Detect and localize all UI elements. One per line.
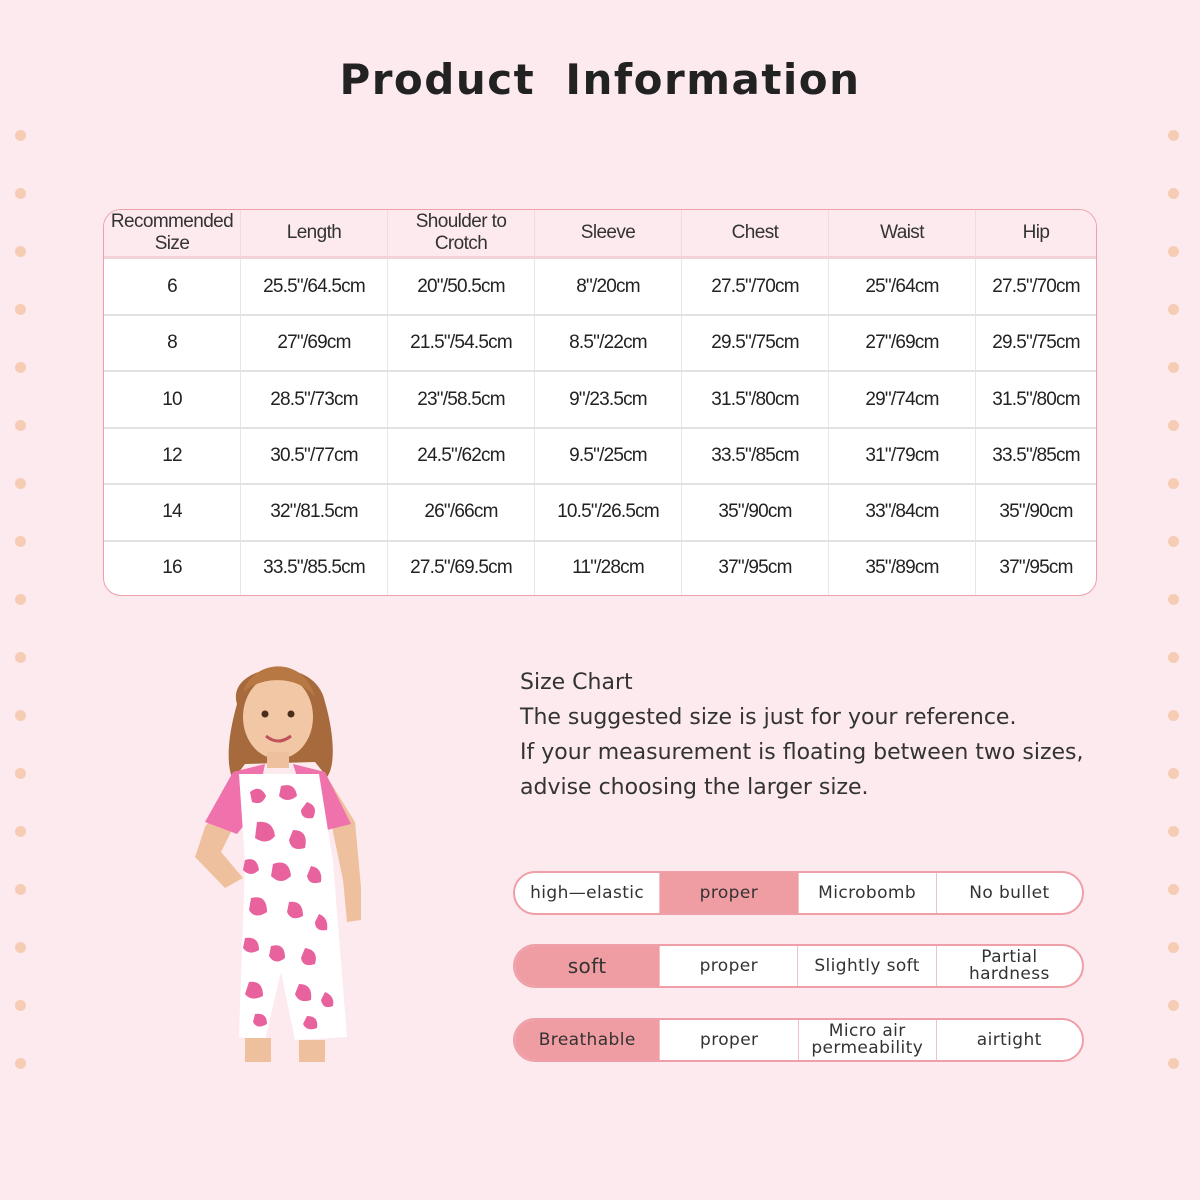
- measurement-cell: 21.5"/54.5cm: [388, 315, 535, 371]
- size-table-row: [104, 428, 1096, 484]
- measurement-cell: 29.5"/75cm: [976, 315, 1097, 371]
- measurement-cell: 32"/81.5cm: [241, 484, 388, 540]
- measurement-cell: 9"/23.5cm: [535, 371, 682, 427]
- measurement-cell: 33.5"/85.5cm: [241, 541, 388, 595]
- column-header: Sleeve: [535, 210, 682, 258]
- size-cell: 6: [104, 258, 241, 316]
- measurement-cell: 23"/58.5cm: [388, 371, 535, 427]
- column-header: Waist: [829, 210, 976, 258]
- measurement-cell: 25.5"/64.5cm: [241, 258, 388, 316]
- size-cell: 12: [104, 428, 241, 484]
- measurement-cell: 33.5"/85cm: [976, 428, 1097, 484]
- size-cell: 8: [104, 315, 241, 371]
- measurement-cell: 27.5"/69.5cm: [388, 541, 535, 595]
- size-table-row: [104, 315, 1096, 371]
- decorative-dots-left: [15, 130, 29, 1116]
- measurement-cell: 33.5"/85cm: [682, 428, 829, 484]
- measurement-cell: 27.5"/70cm: [976, 258, 1097, 316]
- description-line: advise choosing the larger size.: [520, 775, 869, 800]
- rating-option: Slightly soft: [798, 946, 936, 986]
- measurement-cell: 33"/84cm: [829, 484, 976, 540]
- size-cell: 16: [104, 541, 241, 595]
- size-cell: 10: [104, 371, 241, 427]
- size-table-row: [104, 371, 1096, 427]
- page-title: Product Information: [339, 55, 861, 104]
- size-table-row: [104, 258, 1096, 316]
- measurement-cell: 27"/69cm: [241, 315, 388, 371]
- size-table: [103, 209, 1097, 596]
- decorative-dots-right: [1168, 130, 1182, 1116]
- size-cell: 14: [104, 484, 241, 540]
- column-header: Shoulder to Crotch: [388, 210, 535, 258]
- measurement-cell: 29.5"/75cm: [682, 315, 829, 371]
- measurement-cell: 28.5"/73cm: [241, 371, 388, 427]
- rating-option: airtight: [976, 1029, 1042, 1050]
- measurement-cell: 29"/74cm: [829, 371, 976, 427]
- softness-rating: [513, 944, 1084, 988]
- measurement-cell: 26"/66cm: [388, 484, 535, 540]
- elasticity-rating: [513, 871, 1084, 915]
- measurement-cell: 8.5"/22cm: [535, 315, 682, 371]
- measurement-cell: 31.5"/80cm: [682, 371, 829, 427]
- rating-option: high—elastic: [515, 873, 660, 913]
- measurement-cell: 35"/89cm: [829, 541, 976, 595]
- measurement-cell: 24.5"/62cm: [388, 428, 535, 484]
- rating-option: Partial hardness: [968, 947, 1050, 984]
- size-table-row: [104, 541, 1096, 595]
- product-model-image: [165, 652, 375, 1062]
- column-header: Recommended Size: [104, 210, 241, 258]
- measurement-cell: 37"/95cm: [999, 557, 1073, 579]
- rating-option: Breathable: [515, 1020, 660, 1060]
- measurement-cell: 37"/95cm: [682, 541, 829, 595]
- rating-option: soft: [515, 946, 660, 986]
- measurement-cell: 20"/50.5cm: [388, 258, 535, 316]
- rating-option: Microbomb: [799, 873, 937, 913]
- measurement-cell: 27.5"/70cm: [682, 258, 829, 316]
- measurement-cell: 8"/20cm: [535, 258, 682, 316]
- rating-option: Micro air permeability: [799, 1020, 937, 1060]
- rating-option: proper: [660, 1020, 799, 1060]
- size-table-row: [104, 484, 1096, 540]
- rating-option: proper: [660, 873, 798, 913]
- breathability-rating: [513, 1018, 1084, 1062]
- measurement-cell: 10.5"/26.5cm: [535, 484, 682, 540]
- measurement-cell: 25"/64cm: [829, 258, 976, 316]
- measurement-cell: 11"/28cm: [535, 541, 682, 595]
- column-header: Hip: [976, 210, 1097, 258]
- rating-option: No bullet: [969, 882, 1050, 903]
- size-chart-description: [520, 665, 1120, 805]
- measurement-cell: 30.5"/77cm: [241, 428, 388, 484]
- description-line: If your measurement is floating between two sizes,: [520, 740, 1084, 765]
- measurement-cell: 35"/90cm: [682, 484, 829, 540]
- rating-option: proper: [660, 946, 798, 986]
- measurement-cell: 27"/69cm: [829, 315, 976, 371]
- column-header: Chest: [682, 210, 829, 258]
- measurement-cell: 9.5"/25cm: [535, 428, 682, 484]
- size-table-header-row: [104, 210, 1096, 258]
- measurement-cell: 35"/90cm: [976, 484, 1097, 540]
- column-header: Length: [241, 210, 388, 258]
- description-line: The suggested size is just for your reference.: [520, 705, 1017, 730]
- measurement-cell: 31.5"/80cm: [976, 371, 1097, 427]
- measurement-cell: 31"/79cm: [829, 428, 976, 484]
- description-heading: Size Chart: [520, 670, 633, 695]
